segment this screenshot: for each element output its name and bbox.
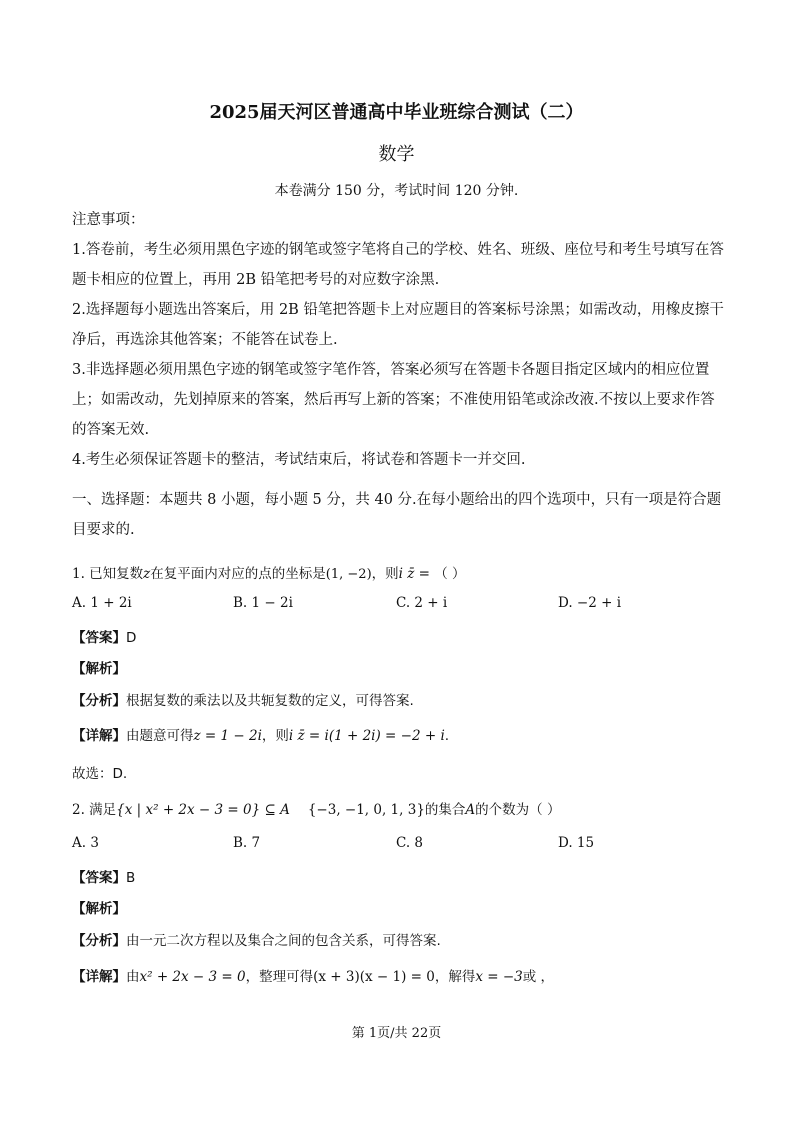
fenxi-tag: 【分析】 (72, 693, 126, 709)
q2-set2: {−3, −1, 0, 1, 3} (307, 802, 425, 818)
q2-xiangjie (72, 965, 554, 985)
q1-conclusion: 故选：D. (72, 766, 128, 782)
q1-stem-text: = （ ） (414, 566, 466, 582)
exam-title: 2025届天河区普通高中毕业班综合测试（二） (209, 102, 584, 123)
q2-answer (72, 866, 135, 886)
q1-option-b: B. 1 − 2i (233, 595, 293, 611)
q2-option-c: C. 8 (396, 835, 424, 851)
xiangjie-math: i z̄ = i(1 + 2i) = −2 + i (288, 728, 445, 744)
fenxi-text: 由一元二次方程以及集合之间的包含关系，可得答案. (126, 933, 441, 949)
notice-item: 1.答卷前，考生必须用黑色字迹的钢笔或签字笔将自己的学校、姓名、班级、座位号和考生号填写在答题卡相应的位置上，再用 2B 铅笔把考号的对应数字涂黑. (72, 242, 724, 288)
xiangjie-tag: 【详解】 (72, 969, 126, 985)
xiangjie-text: ，则 (261, 728, 289, 744)
q1-var: z (143, 566, 151, 582)
q2-var: A (465, 802, 476, 818)
q1-stem (72, 562, 466, 582)
q2-option-a: A. 3 (72, 835, 99, 851)
q1-option-d: D. −2 + i (558, 595, 622, 611)
xiangjie-text: ，整理可得 (245, 969, 314, 985)
xiangjie-text: ，解得 (434, 969, 476, 985)
q1-xiangjie (72, 724, 449, 744)
xiangjie-text: 或 ， (522, 969, 555, 985)
q2-fenxi (72, 929, 441, 949)
xiangjie-text: 由 (126, 969, 140, 985)
q2-stem-text: 的集合 (424, 802, 466, 818)
exam-subject: 数学 (378, 144, 415, 165)
q2-set1: {x | x² + 2x − 3 = 0} ⊆ A (116, 802, 290, 818)
xiangjie-math: z = 1 − 2i (193, 728, 262, 744)
exam-info: 本卷满分 150 分，考试时间 120 分钟. (274, 183, 519, 199)
notice-list (72, 235, 724, 475)
q1-stem-text: ，则 (371, 566, 399, 582)
q1-answer (72, 626, 136, 646)
q1-option-c: C. 2 + i (396, 595, 448, 611)
xiangjie-math: x = −3 (475, 969, 523, 985)
xiangjie-text: . (444, 728, 450, 744)
q2-option-d: D. 15 (558, 835, 595, 851)
q1-option-a: A. 1 + 2i (72, 595, 132, 611)
q1-stem-text: 1. 已知复数 (72, 566, 144, 582)
notice-item: 3.非选择题必须用黑色字迹的钢笔或签字笔作答，答案必须写在答题卡各题目指定区域内的相应位置上；如需改动，先划掉原来的答案，然后再写上新的答案；不准使用铅笔或涂改液.不按以上要求作答的答案无效. (72, 362, 715, 438)
q1-stem-text: 在复平面内对应的点的坐标是 (150, 566, 326, 582)
analysis-tag: 【解析】 (72, 901, 126, 917)
q2-option-b: B. 7 (233, 835, 261, 851)
notice-heading: 注意事项： (72, 212, 145, 228)
fenxi-text: 根据复数的乘法以及共轭复数的定义，可得答案. (126, 693, 414, 709)
xiangjie-math: x² + 2x − 3 = 0 (139, 969, 246, 985)
q2-stem-text: 2. 满足 (72, 802, 117, 818)
answer-tag: 【答案】 (72, 630, 126, 646)
notice-item: 2.选择题每小题选出答案后，用 2B 铅笔把答题卡上对应题目的答案标号涂黑；如需改动，用橡皮擦干净后，再选涂其他答案；不能答在试卷上. (72, 302, 724, 348)
q1-fenxi (72, 689, 414, 709)
fenxi-tag: 【分析】 (72, 933, 126, 949)
answer-tag: 【答案】 (72, 870, 126, 886)
xiangjie-math: (x + 3)(x − 1) = 0 (313, 969, 435, 985)
section-heading: 一、选择题：本题共 8 小题，每小题 5 分，共 40 分.在每小题给出的四个选项中，只有一项是符合题目要求的. (72, 492, 722, 538)
answer-value: B (126, 870, 136, 886)
q1-point: (1, −2) (325, 567, 372, 582)
q2-stem-text: 的个数为（ ） (475, 802, 561, 818)
notice-item: 4.考生必须保证答题卡的整洁，考试结束后，将试卷和答题卡一并交回. (72, 452, 526, 468)
q2-stem (72, 798, 560, 818)
analysis-tag: 【解析】 (72, 661, 126, 677)
xiangjie-tag: 【详解】 (72, 728, 126, 744)
answer-value: D (126, 630, 137, 646)
q1-analysis (72, 657, 126, 677)
page-footer: 第 1页/共 22页 (351, 1026, 442, 1041)
xiangjie-text: 由题意可得 (126, 728, 194, 744)
q1-expr: i z̄ (398, 566, 415, 582)
q2-analysis (72, 897, 126, 917)
